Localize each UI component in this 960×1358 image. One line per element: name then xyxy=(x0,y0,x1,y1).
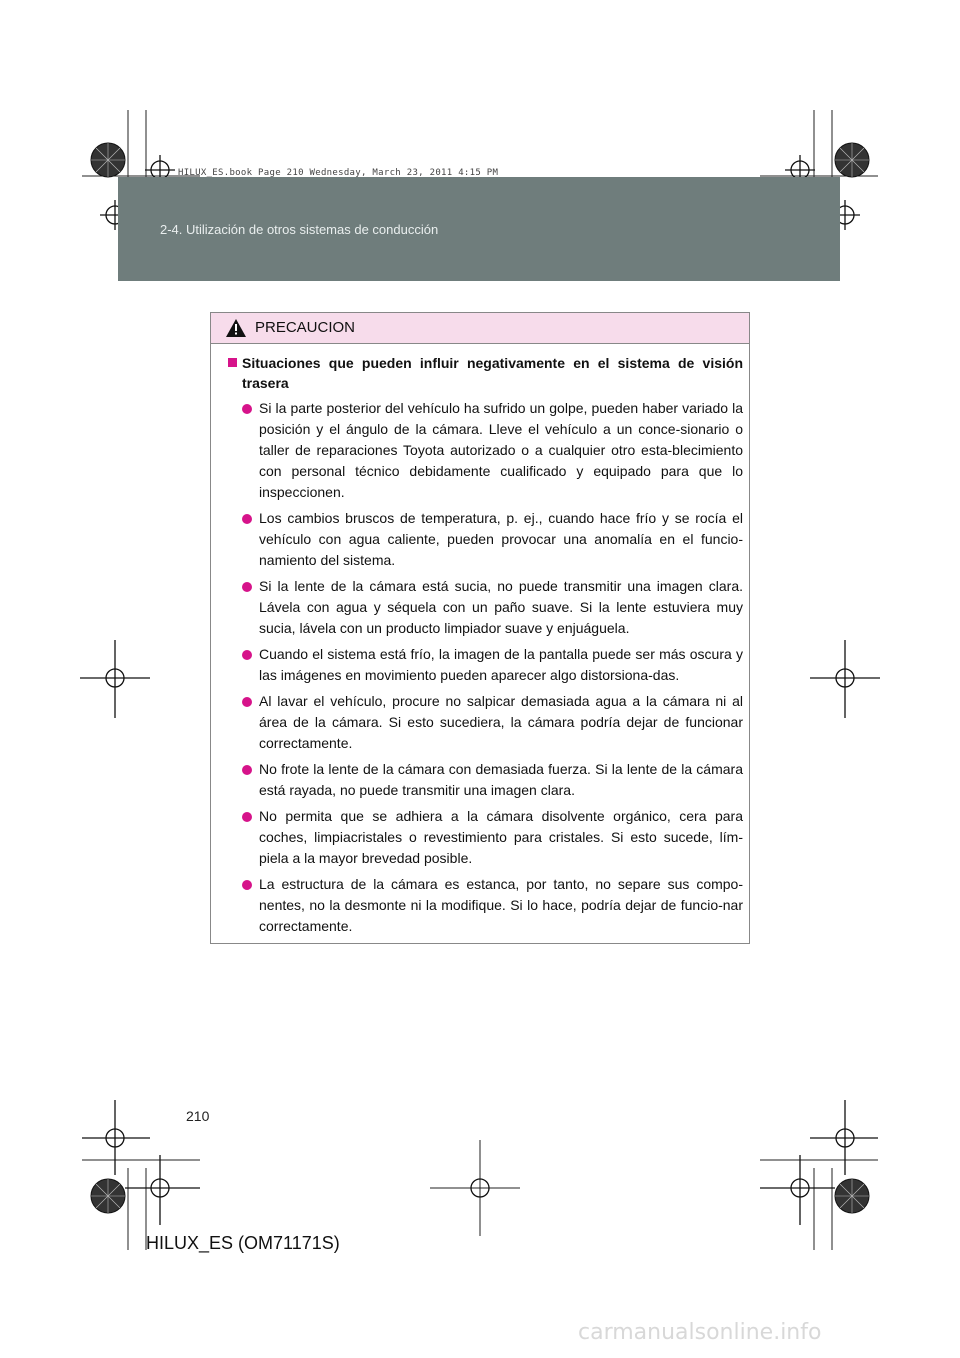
bullet-dot-icon xyxy=(242,765,252,775)
list-item-text: Si la lente de la cámara está sucia, no puede transmitir una imagen clara. Lávela con agua y séquela con un paño suave. Si la lente estuviera muy sucia, lávela con un producto limpiador suave y enjuáguela. xyxy=(259,578,743,636)
caution-title: PRECAUCION xyxy=(255,319,356,336)
section-heading xyxy=(228,353,743,393)
list-item xyxy=(228,398,743,503)
bullet-dot-icon xyxy=(242,812,252,822)
bullet-dot-icon xyxy=(242,697,252,707)
chapter-title: 2-4. Utilización de otros sistemas de conducción xyxy=(160,222,439,237)
watermark: carmanualsonline.info xyxy=(578,1320,822,1345)
caution-section xyxy=(228,353,743,937)
document-code: HILUX_ES (OM71171S) xyxy=(146,1233,340,1253)
list-item-text: Los cambios bruscos de temperatura, p. ej., cuando hace frío y se rocía el vehículo con agua caliente, pueden provocar una anomalía en el funcio-namiento del sistema. xyxy=(259,510,743,568)
bullet-dot-icon xyxy=(242,582,252,592)
list-item xyxy=(228,806,743,869)
bullet-dot-icon xyxy=(242,514,252,524)
list-item xyxy=(228,576,743,639)
chapter-header-bar xyxy=(118,177,840,281)
list-item-text: No permita que se adhiera a la cámara disolvente orgánico, cera para coches, limpiacristales o revestimiento para cristales. Si esto sucede, lím-piela a la mayor brevedad posible. xyxy=(259,808,743,866)
list-item xyxy=(228,691,743,754)
caution-header xyxy=(211,313,749,344)
list-item-text: No frote la lente de la cámara con demasiada fuerza. Si la lente de la cámara está rayada, no puede transmitir una imagen clara. xyxy=(259,761,743,798)
section-heading-text: Situaciones que pueden influir negativamente en el sistema de visión trasera xyxy=(242,355,743,391)
bullet-dot-icon xyxy=(242,880,252,890)
list-item xyxy=(228,508,743,571)
square-bullet-icon xyxy=(228,358,237,367)
caution-box xyxy=(210,312,750,944)
list-item-text: Al lavar el vehículo, procure no salpicar demasiada agua a la cámara ni al área de la cámara. Si esto sucediera, la cámara podría dejar de funcionar correctamente. xyxy=(259,693,743,751)
bullet-dot-icon xyxy=(242,650,252,660)
page-number: 210 xyxy=(186,1108,210,1124)
list-item-text: La estructura de la cámara es estanca, por tanto, no separe sus compo-nentes, no la desmonte ni la modifique. Si lo hace, podría dejar de funcio-nar correctamente. xyxy=(259,876,743,934)
list-item xyxy=(228,644,743,686)
book-stamp: HILUX_ES.book Page 210 Wednesday, March 23, 2011 4:15 PM xyxy=(178,168,499,178)
list-item-text: Si la parte posterior del vehículo ha sufrido un golpe, pueden haber variado la posición y el ángulo de la cámara. Lleve el vehículo a un conce-sionario o taller de reparaciones Toyota autorizado o a cualquier otro esta-blecimiento con personal técnico debidamente cualificado y equipado para que lo inspeccionen. xyxy=(259,400,743,500)
list-item xyxy=(228,874,743,937)
warning-triangle-icon xyxy=(226,319,246,337)
list-item-text: Cuando el sistema está frío, la imagen de la pantalla puede ser más oscura y las imágenes en movimiento pueden aparecer algo distorsiona-das. xyxy=(259,646,743,683)
list-item xyxy=(228,759,743,801)
bullet-dot-icon xyxy=(242,404,252,414)
